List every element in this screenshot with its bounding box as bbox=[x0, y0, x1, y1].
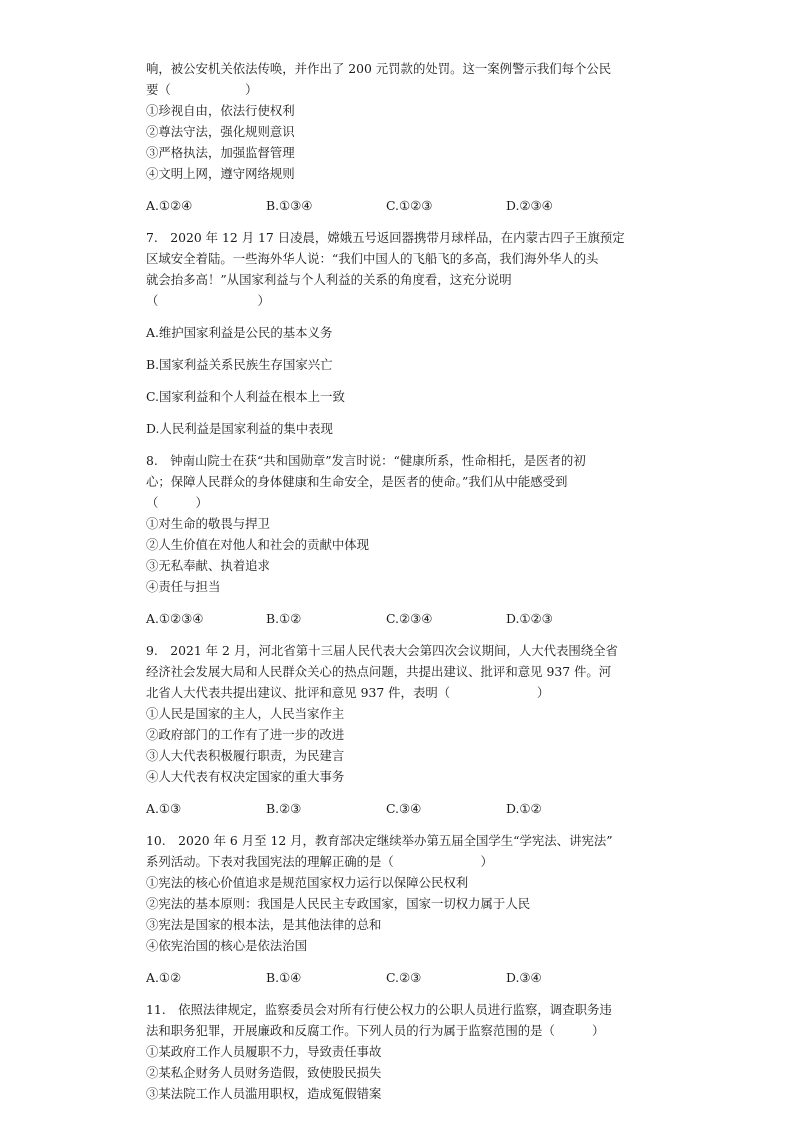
exam-page bbox=[146, 58, 666, 1104]
question-stem-line: （ ） bbox=[146, 495, 208, 510]
statement-item: ②尊法守法，强化规则意识 bbox=[146, 124, 295, 139]
question-stem-line: 系列活动。下表对我国宪法的理解正确的是（ ） bbox=[146, 854, 493, 869]
question-stem-line: 要（ ） bbox=[146, 82, 258, 97]
question-stem-line: 10. 2020 年 6 月至 12 月，教育部决定继续举办第五届全国学生“学宪法、讲宪法” bbox=[146, 833, 613, 848]
statement-item: ③人大代表积极履行职责，为民建言 bbox=[146, 748, 345, 763]
statement-item: ③无私奉献、执着追求 bbox=[146, 558, 270, 573]
statement-item: ①人民是国家的主人，人民当家作主 bbox=[146, 706, 345, 721]
statement-item: ②某私企财务人员财务造假，致使股民损失 bbox=[146, 1065, 382, 1080]
question-7 bbox=[146, 227, 666, 439]
option-b: B.①② bbox=[266, 611, 302, 626]
option-b: B.①③④ bbox=[266, 198, 313, 213]
option-c: C.①②③ bbox=[386, 198, 433, 213]
question-10 bbox=[146, 830, 666, 988]
answer-options bbox=[146, 798, 666, 819]
question-8 bbox=[146, 450, 666, 629]
statement-item: ③宪法是国家的根本法，是其他法律的总和 bbox=[146, 917, 382, 932]
question-11 bbox=[146, 999, 666, 1104]
statement-item: ②宪法的基本原则：我国是人民民主专政国家，国家一切权力属于人民 bbox=[146, 896, 531, 911]
option-a: A.①② bbox=[146, 970, 182, 985]
answer-options bbox=[146, 608, 666, 629]
statement-item: ②人生价值在对他人和社会的贡献中体现 bbox=[146, 537, 370, 552]
statement-item: ④文明上网，遵守网络规则 bbox=[146, 166, 295, 181]
option-a: A.①②④ bbox=[146, 198, 193, 213]
question-stem-line: 9. 2021 年 2 月，河北省第十三届人民代表大会第四次会议期间，人大代表围绕全省 bbox=[146, 643, 618, 658]
statement-item: ①对生命的敬畏与捍卫 bbox=[146, 516, 270, 531]
question-stem-line: 心；保障人民群众的身体健康和生命安全，是医者的使命。”我们从中能感受到 bbox=[146, 474, 568, 489]
question-stem-line: 8. 钟南山院士在获“共和国勋章”发言时说：“健康所系，性命相托，是医者的初 bbox=[146, 453, 586, 468]
option-c: C.③④ bbox=[386, 801, 422, 816]
question-stem-line: 就会抬多高！”从国家利益与个人利益的关系的角度看，这充分说明 bbox=[146, 272, 512, 287]
option-d: D.①② bbox=[506, 801, 542, 816]
question-stem-line: 经济社会发展大局和人民群众关心的热点问题，共提出建议、批评和意见 937 件。河 bbox=[146, 664, 612, 679]
question-stem-line: 11. 依照法律规定，监察委员会对所有行使公权力的公职人员进行监察，调查职务违 bbox=[146, 1002, 612, 1017]
statement-item: ①某政府工作人员履职不力，导致责任事故 bbox=[146, 1044, 382, 1059]
answer-options bbox=[146, 967, 666, 988]
answer-options bbox=[146, 195, 666, 216]
option-d: D.①②③ bbox=[506, 611, 553, 626]
statement-item: ④依宪治国的核心是依法治国 bbox=[146, 938, 308, 953]
question-stem-line: 法和职务犯罪，开展廉政和反腐工作。下列人员的行为属于监察范围的是（ ） bbox=[146, 1023, 605, 1038]
question-stem-line: 7. 2020 年 12 月 17 日凌晨，嫦娥五号返回器携带月球样品，在内蒙古四子王旗预定 bbox=[146, 230, 625, 245]
statement-item: ②政府部门的工作有了进一步的改进 bbox=[146, 727, 345, 742]
option-b: B.国家利益关系民族生存国家兴亡 bbox=[146, 357, 333, 372]
question-stem-line: （ ） bbox=[146, 293, 270, 308]
statement-item: ④责任与担当 bbox=[146, 579, 221, 594]
statement-item: ④人大代表有权决定国家的重大事务 bbox=[146, 769, 345, 784]
option-b: B.②③ bbox=[266, 801, 302, 816]
option-d: D.③④ bbox=[506, 970, 542, 985]
question-9 bbox=[146, 640, 666, 819]
question-6 bbox=[146, 58, 666, 216]
option-d: D.人民利益是国家利益的集中表现 bbox=[146, 421, 333, 436]
option-a: A.①②③④ bbox=[146, 611, 204, 626]
question-stem-line: 区域安全着陆。一些海外华人说：“我们中国人的飞船飞的多高，我们海外华人的头 bbox=[146, 251, 599, 266]
option-a: A.维护国家利益是公民的基本义务 bbox=[146, 325, 333, 340]
statement-item: ①宪法的核心价值追求是规范国家权力运行以保障公民权利 bbox=[146, 875, 469, 890]
question-stem-line: 北省人大代表共提出建议、批评和意见 937 件，表明（ ） bbox=[146, 685, 550, 700]
statement-item: ③某法院工作人员滥用职权，造成冤假错案 bbox=[146, 1086, 382, 1101]
question-stem-line: 响，被公安机关依法传唤，并作出了 200 元罚款的处罚。这一案例警示我们每个公民 bbox=[146, 61, 612, 76]
option-c: C.②③④ bbox=[386, 611, 433, 626]
option-d: D.②③④ bbox=[506, 198, 553, 213]
option-b: B.①④ bbox=[266, 970, 302, 985]
option-a: A.①③ bbox=[146, 801, 182, 816]
statement-item: ③严格执法，加强监督管理 bbox=[146, 145, 295, 160]
statement-item: ①珍视自由，依法行使权利 bbox=[146, 103, 295, 118]
option-c: C.国家利益和个人利益在根本上一致 bbox=[146, 389, 345, 404]
option-c: C.②③ bbox=[386, 970, 422, 985]
